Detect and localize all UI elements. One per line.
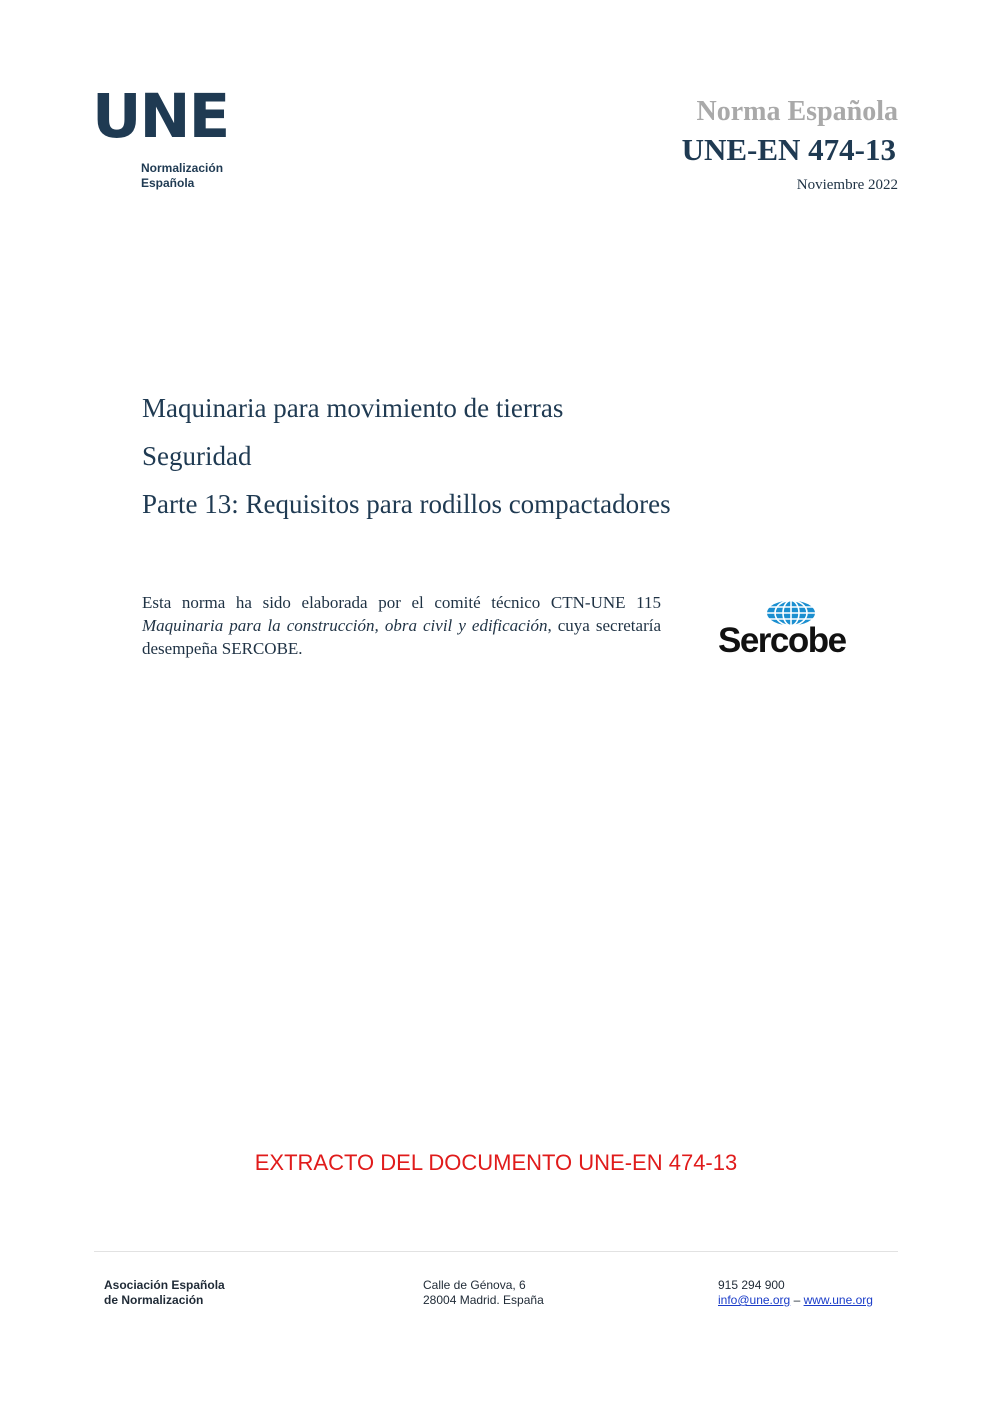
footer-address-line2: 28004 Madrid. España [423, 1293, 544, 1307]
document-title [142, 384, 862, 528]
committee-intro: Esta norma ha sido elaborada por el comité técnico CTN-UNE 115 [142, 593, 661, 612]
footer-assoc-line2: de Normalización [104, 1293, 204, 1307]
norma-label: Norma Española [696, 96, 898, 127]
footer-phone: 915 294 900 [718, 1278, 785, 1292]
committee-outro: , cuya secretaría desempeña SERCOBE. [142, 616, 662, 658]
norma-date: Noviembre 2022 [796, 177, 898, 193]
une-logo [92, 81, 242, 200]
footer-address [423, 1278, 544, 1308]
une-logo-subtitle-line1: Normalización [141, 161, 224, 175]
footer-links [718, 1293, 873, 1308]
footer-email-link[interactable]: info@une.org [718, 1293, 791, 1307]
committee-paragraph [142, 591, 661, 660]
footer-assoc-line1: Asociación Española [104, 1278, 225, 1292]
footer-link-separator: – [790, 1293, 804, 1307]
footer-website-link[interactable]: www.une.org [803, 1293, 873, 1307]
footer-divider [94, 1251, 898, 1252]
une-logo-subtitle [141, 161, 223, 191]
footer-association [104, 1278, 225, 1308]
extract-banner: EXTRACTO DEL DOCUMENTO UNE-EN 474-13 [254, 1150, 738, 1175]
une-logo-subtitle-line2: Española [141, 176, 195, 190]
footer-address-line1: Calle de Génova, 6 [423, 1278, 526, 1292]
norma-code: UNE-EN 474-13 [681, 132, 896, 167]
title-line-1: Maquinaria para movimiento de tierras [142, 393, 564, 423]
title-line-2: Seguridad [142, 441, 252, 471]
title-line-3: Parte 13: Requisitos para rodillos compactadores [142, 489, 671, 519]
sercobe-logo [718, 600, 864, 662]
une-logo-letters: UNE [92, 81, 229, 152]
footer-contact [718, 1278, 873, 1308]
sercobe-wordmark: Sercobe [718, 621, 846, 660]
committee-name: Maquinaria para la construcción, obra civil y edificación [142, 616, 548, 635]
